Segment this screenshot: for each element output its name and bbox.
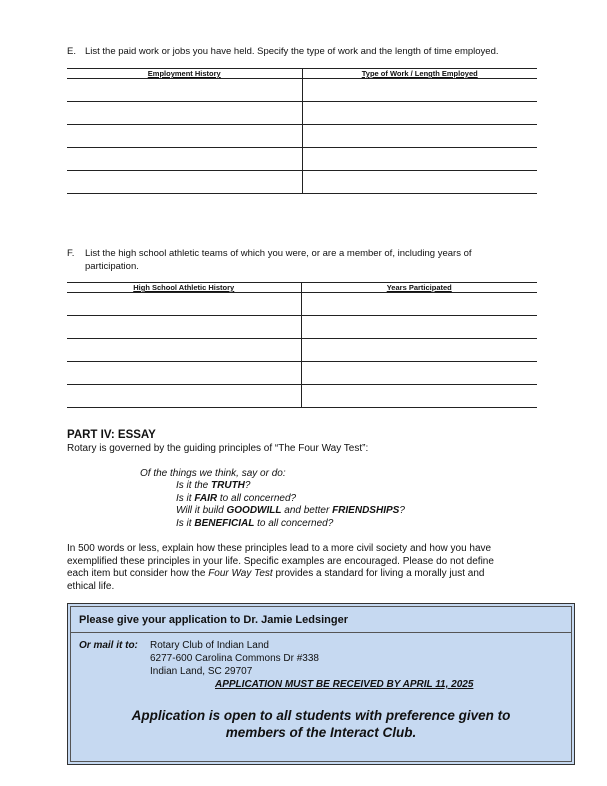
- section-f-text-line1: List the high school athletic teams of which you were, or are a member of, including years of: [85, 248, 472, 259]
- essay-line2: exemplified these principles in your life. Specific examples are encouraged. Please do not define: [67, 555, 494, 567]
- table-row: [67, 316, 537, 339]
- section-f-number: F.: [67, 248, 75, 259]
- essay-line3: [67, 568, 567, 581]
- essay-line3-pre: each item but consider how the: [67, 568, 209, 580]
- type-length-cell[interactable]: [302, 79, 537, 102]
- address-line1: Rotary Club of Indian Land: [150, 640, 269, 651]
- submission-box-inner: [70, 606, 572, 762]
- athletic-history-table: [67, 282, 537, 408]
- four-way-test-fair: [176, 493, 296, 505]
- essay-instructions: [67, 543, 567, 593]
- eligibility-note: [71, 707, 571, 741]
- essay-line3-post: provides a standard for living a morally just and: [272, 568, 485, 580]
- years-cell[interactable]: [301, 316, 537, 339]
- table-row: [67, 125, 537, 148]
- section-e-number: E.: [67, 46, 76, 57]
- type-of-work-header: Type of Work / Length Employed: [302, 69, 537, 79]
- four-way-test-goodwill: [176, 505, 405, 517]
- employment-cell[interactable]: [67, 171, 302, 194]
- q2-post: to all concerned?: [217, 493, 297, 504]
- q2-bold: FAIR: [194, 493, 218, 504]
- four-way-test-beneficial: [176, 518, 333, 530]
- athletic-team-cell[interactable]: [67, 293, 301, 316]
- essay-heading: PART IV: ESSAY: [67, 429, 156, 441]
- eligibility-line1: Application is open to all students with preference given to: [131, 708, 511, 723]
- years-cell[interactable]: [301, 293, 537, 316]
- years-cell[interactable]: [301, 362, 537, 385]
- submission-box: [67, 603, 575, 765]
- table-row: [67, 293, 537, 316]
- athletic-team-cell[interactable]: [67, 339, 301, 362]
- address-line3: Indian Land, SC 29707: [150, 666, 253, 677]
- q4-bold: BENEFICIAL: [194, 518, 255, 529]
- q1-pre: Is it the: [176, 480, 212, 491]
- table-row: [67, 79, 537, 102]
- mail-label: Or mail it to:: [79, 640, 138, 651]
- table-row: [67, 148, 537, 171]
- q3-pre: Will it build: [176, 505, 227, 516]
- type-length-cell[interactable]: [302, 102, 537, 125]
- eligibility-line2: members of the Interact Club.: [225, 725, 417, 740]
- type-length-cell[interactable]: [302, 171, 537, 194]
- employment-cell[interactable]: [67, 125, 302, 148]
- table-row: [67, 171, 537, 194]
- table-row: [67, 385, 537, 408]
- q4-pre: Is it: [176, 518, 195, 529]
- table-row: [67, 362, 537, 385]
- employment-history-header: Employment History: [67, 69, 302, 79]
- essay-intro: Rotary is governed by the guiding principles of “The Four Way Test”:: [67, 443, 369, 454]
- years-cell[interactable]: [301, 385, 537, 408]
- section-f-text-line2: participation.: [85, 261, 139, 272]
- years-cell[interactable]: [301, 339, 537, 362]
- essay-line1: In 500 words or less, explain how these principles lead to a more civil society and how you have: [67, 543, 492, 554]
- athletic-team-cell[interactable]: [67, 385, 301, 408]
- essay-line4: ethical life.: [67, 580, 115, 592]
- give-application-to: Please give your application to Dr. Jamie Ledsinger: [79, 614, 348, 626]
- four-way-test-truth: [176, 480, 250, 492]
- athletic-team-cell[interactable]: [67, 316, 301, 339]
- q4-post: to all concerned?: [254, 518, 334, 529]
- four-way-test-lead: Of the things we think, say or do:: [140, 468, 286, 479]
- deadline-notice: APPLICATION MUST BE RECEIVED BY APRIL 11, 2025: [215, 679, 474, 690]
- q1-post: ?: [244, 480, 251, 491]
- q3-bold1: GOODWILL: [226, 505, 282, 516]
- section-e-text: List the paid work or jobs you have held. Specify the type of work and the length of time employed.: [85, 46, 499, 57]
- q3-post: ?: [399, 505, 405, 516]
- athletic-team-cell[interactable]: [67, 362, 301, 385]
- q3-mid: and better: [281, 505, 333, 516]
- athletic-history-header: High School Athletic History: [67, 283, 301, 293]
- q3-bold2: FRIENDSHIPS: [332, 505, 400, 516]
- type-length-cell[interactable]: [302, 125, 537, 148]
- q2-pre: Is it: [176, 493, 195, 504]
- employment-cell[interactable]: [67, 79, 302, 102]
- divider: [71, 632, 571, 633]
- table-row: [67, 102, 537, 125]
- table-row: [67, 339, 537, 362]
- type-length-cell[interactable]: [302, 148, 537, 171]
- address-line2: 6277-600 Carolina Commons Dr #338: [150, 653, 319, 664]
- employment-history-table: [67, 68, 537, 194]
- section-f-question: [67, 247, 587, 273]
- employment-cell[interactable]: [67, 148, 302, 171]
- q1-bold: TRUTH: [211, 480, 245, 491]
- four-way-test-emphasis: Four Way Test: [208, 568, 273, 580]
- years-participated-header: Years Participated: [301, 283, 537, 293]
- employment-cell[interactable]: [67, 102, 302, 125]
